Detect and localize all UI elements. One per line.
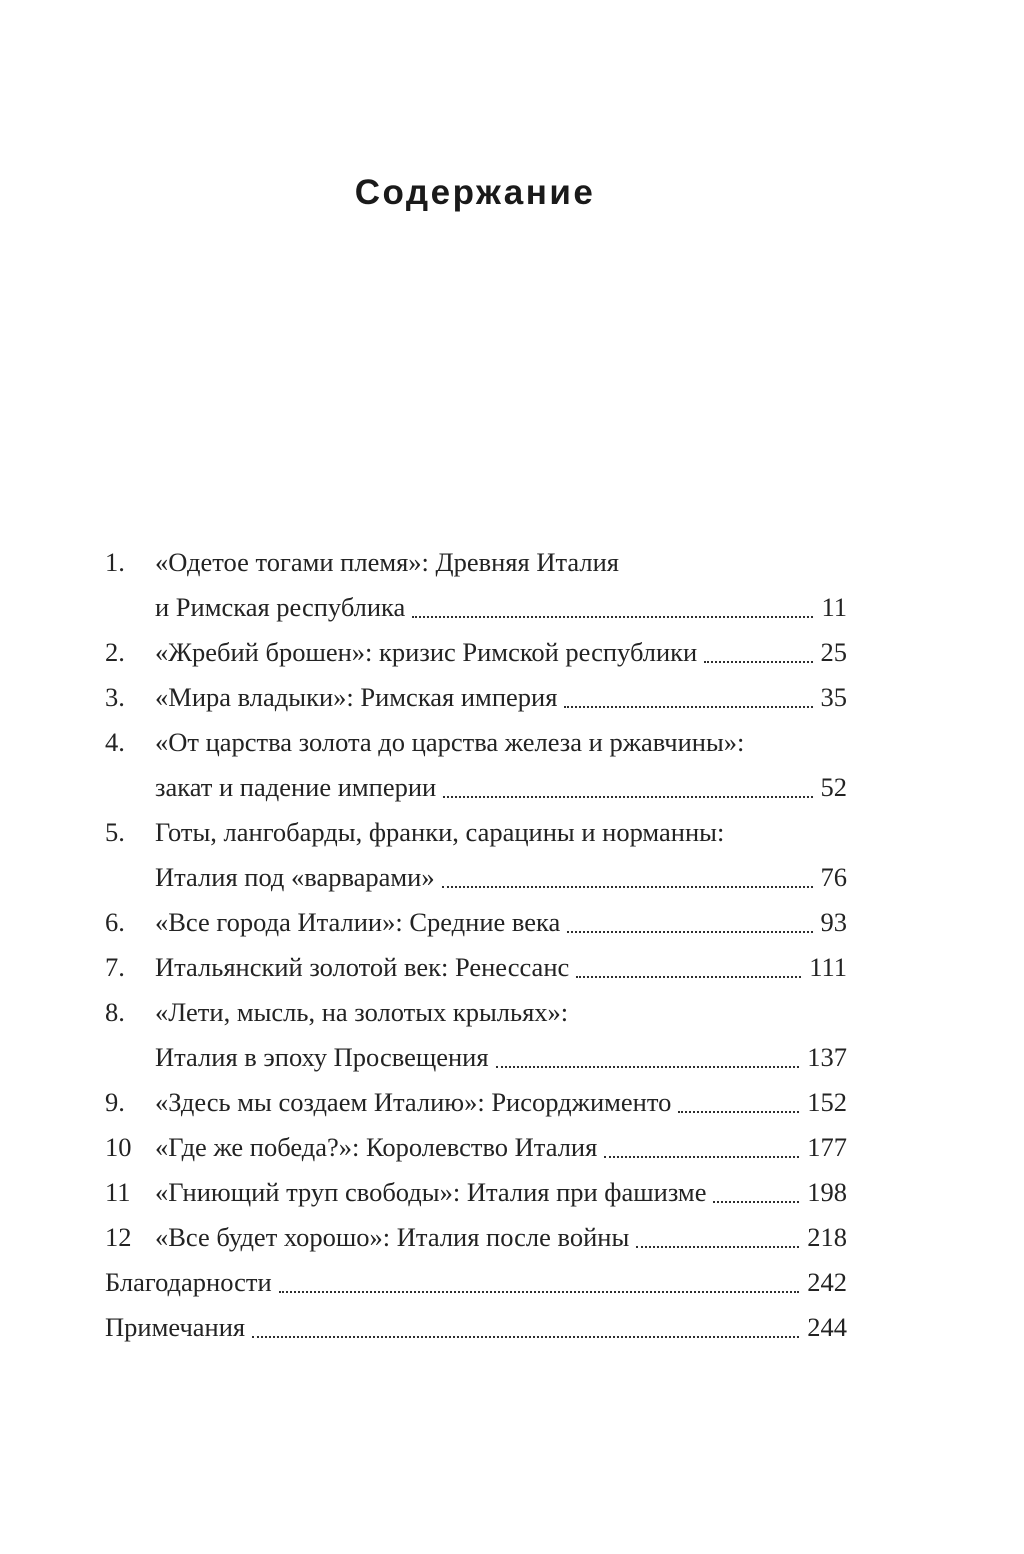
dot-leader	[576, 976, 801, 978]
dot-leader	[636, 1246, 799, 1248]
entry-title: и Римская республика	[155, 592, 406, 622]
entry-number: 3.	[105, 682, 125, 712]
entry-title: Примечания	[105, 1312, 246, 1342]
entry-number: 4.	[105, 727, 125, 757]
entry-page-number: 198	[807, 1177, 847, 1207]
entry-number: 11	[105, 1177, 131, 1207]
entry-number: 2.	[105, 637, 125, 667]
toc-entry-line	[105, 540, 847, 585]
entry-title: Италия в эпоху Просвещения	[155, 1042, 489, 1072]
entry-page-number: 76	[820, 862, 847, 892]
entry-page-number: 244	[807, 1312, 847, 1342]
toc-entry-line	[105, 945, 847, 990]
toc-entry-line	[105, 630, 847, 675]
entry-title: «От царства золота до царства железа и ржавчины»:	[155, 727, 745, 757]
entry-title: Италия под «варварами»	[155, 862, 435, 892]
entry-title: «Здесь мы создаем Италию»: Рисорджименто	[155, 1087, 672, 1117]
entry-page-number: 152	[807, 1087, 847, 1117]
toc-entry-line	[105, 720, 847, 765]
entry-number: 1.	[105, 547, 125, 577]
entry-page-number: 93	[820, 907, 847, 937]
entry-page-number: 25	[820, 637, 847, 667]
entry-title: «Гниющий труп свободы»: Италия при фашизме	[155, 1177, 707, 1207]
dot-leader	[713, 1201, 799, 1203]
dot-leader	[604, 1156, 799, 1158]
toc-entry-line	[105, 900, 847, 945]
entry-title: Готы, лангобарды, франки, сарацины и норманны:	[155, 817, 725, 847]
dot-leader	[443, 796, 812, 798]
entry-page-number: 242	[807, 1267, 847, 1297]
dot-leader	[567, 931, 812, 933]
toc-entry-line	[105, 1080, 847, 1125]
dot-leader	[678, 1111, 799, 1113]
entry-title: закат и падение империи	[155, 772, 437, 802]
entry-page-number: 11	[821, 592, 847, 622]
toc-entry-line	[105, 1035, 847, 1080]
entry-number: 8.	[105, 997, 125, 1027]
toc-entry-line	[105, 585, 847, 630]
toc-entry-line	[105, 1170, 847, 1215]
entry-number: 12	[105, 1222, 132, 1252]
toc-entry-line	[105, 1125, 847, 1170]
toc-list	[105, 540, 847, 1350]
entry-page-number: 111	[809, 952, 847, 982]
entry-number: 5.	[105, 817, 125, 847]
entry-title: «Жребий брошен»: кризис Римской республики	[155, 637, 698, 667]
entry-number: 10	[105, 1132, 132, 1162]
dot-leader	[442, 886, 813, 888]
entry-title: «Одетое тогами племя»: Древняя Италия	[155, 547, 619, 577]
entry-page-number: 35	[820, 682, 847, 712]
entry-title: Благодарности	[105, 1267, 272, 1297]
entry-title: «Все будет хорошо»: Италия после войны	[155, 1222, 630, 1252]
dot-leader	[496, 1066, 800, 1068]
toc-entry-line	[105, 765, 847, 810]
toc-entry-line	[105, 1260, 847, 1305]
dot-leader	[279, 1291, 800, 1293]
entry-title: «Где же победа?»: Королевство Италия	[155, 1132, 598, 1162]
toc-entry-line	[105, 1305, 847, 1350]
toc-entry-line	[105, 855, 847, 900]
entry-number: 6.	[105, 907, 125, 937]
dot-leader	[252, 1336, 799, 1338]
entry-page-number: 177	[807, 1132, 847, 1162]
toc-entry-line	[105, 810, 847, 855]
dot-leader	[704, 661, 812, 663]
entry-page-number: 218	[807, 1222, 847, 1252]
entry-title: «Лети, мысль, на золотых крыльях»:	[155, 997, 569, 1027]
dot-leader	[412, 616, 813, 618]
toc-entry-line	[105, 675, 847, 720]
toc-entry-line	[105, 990, 847, 1035]
entry-number: 9.	[105, 1087, 125, 1117]
entry-number: 7.	[105, 952, 125, 982]
entry-title: «Все города Италии»: Средние века	[155, 907, 561, 937]
entry-page-number: 137	[807, 1042, 847, 1072]
dot-leader	[564, 706, 812, 708]
entry-page-number: 52	[820, 772, 847, 802]
entry-title: «Мира владыки»: Римская империя	[155, 682, 558, 712]
page-title: Содержание	[354, 173, 596, 212]
entry-title: Итальянский золотой век: Ренессанс	[155, 952, 570, 982]
toc-entry-line	[105, 1215, 847, 1260]
